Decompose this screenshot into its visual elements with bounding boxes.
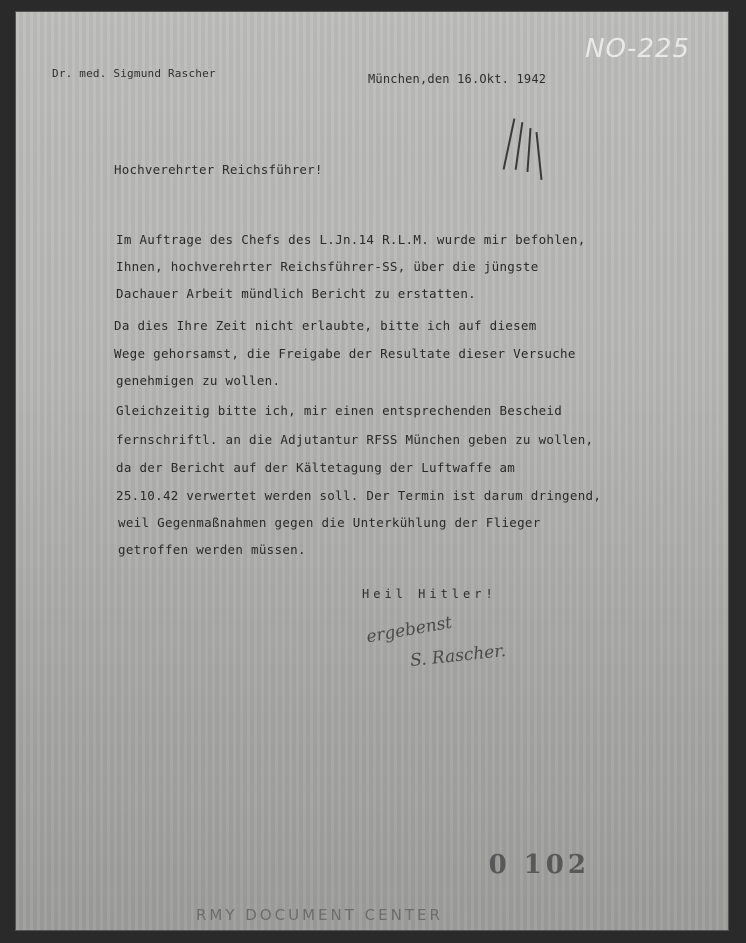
body-line: Ihnen, hochverehrter Reichsführer-SS, über die jüngste xyxy=(116,259,539,274)
body-line: Dachauer Arbeit mündlich Bericht zu erstatten. xyxy=(116,286,476,301)
archive-number: NO-225 xyxy=(585,34,690,64)
body-line: Wege gehorsamst, die Freigabe der Resultate dieser Versuche xyxy=(114,346,576,361)
document-page xyxy=(16,12,728,930)
body-line: getroffen werden müssen. xyxy=(118,542,306,557)
closing: Heil Hitler! xyxy=(362,587,497,601)
body-line: da der Bericht auf der Kältetagung der Luftwaffe am xyxy=(116,460,516,475)
body-line: Gleichzeitig bitte ich, mir einen entsprechenden Bescheid xyxy=(116,403,563,418)
signature-ergebenst: ergebenst xyxy=(364,612,454,648)
signature-name: S. Rascher. xyxy=(409,641,507,671)
handwritten-mark xyxy=(515,122,524,170)
stamp-number: 0 102 xyxy=(488,850,590,880)
handwritten-mark xyxy=(535,132,542,180)
body-line: Da dies Ihre Zeit nicht erlaubte, bitte ich auf diesem xyxy=(114,318,537,333)
body-line: 25.10.42 verwertet werden soll. Der Termin ist darum dringend, xyxy=(116,488,602,503)
body-line: Im Auftrage des Chefs des L.Jn.14 R.L.M. wurde mir befohlen, xyxy=(116,232,586,247)
body-line: genehmigen zu wollen. xyxy=(116,373,281,388)
sender-line: Dr. med. Sigmund Rascher xyxy=(52,67,216,80)
handwritten-mark xyxy=(526,128,531,172)
footer-stamp: RMY DOCUMENT CENTER xyxy=(196,906,443,924)
body-line: fernschriftl. an die Adjutantur RFSS München geben zu wollen, xyxy=(116,432,594,447)
place-date: München,den 16.Okt. 1942 xyxy=(368,72,547,86)
body-line: weil Gegenmaßnahmen gegen die Unterkühlung der Flieger xyxy=(118,515,541,530)
handwritten-mark xyxy=(503,118,516,169)
salutation: Hochverehrter Reichsführer! xyxy=(114,162,323,177)
